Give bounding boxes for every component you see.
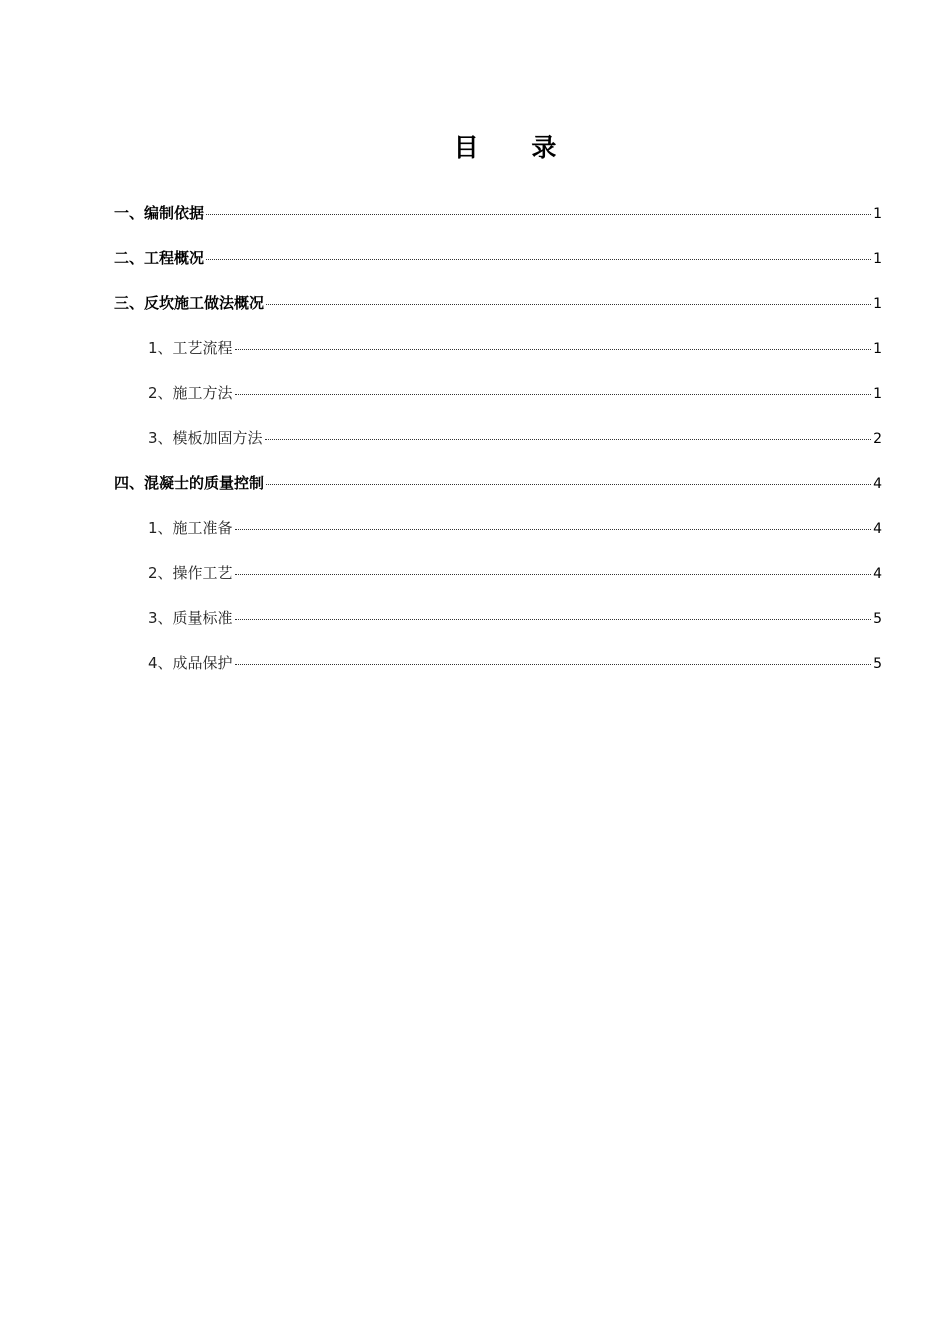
toc-entry-label: 2、操作工艺	[148, 564, 233, 582]
toc-entry-3-1[interactable]	[114, 334, 882, 379]
toc-entry-label: 2、施工方法	[148, 384, 233, 402]
toc-list	[114, 199, 882, 694]
toc-entry-4[interactable]	[114, 469, 882, 514]
toc-page-number: 1	[873, 386, 882, 402]
toc-entry-4-2[interactable]	[114, 559, 882, 604]
toc-entry-label: 一、编制依据	[114, 204, 205, 222]
toc-page-number: 2	[873, 431, 882, 447]
toc-entry-label: 四、混凝士的质量控制	[114, 474, 265, 492]
toc-dot-leader	[235, 573, 872, 575]
toc-entry-label: 4、成品保护	[148, 654, 233, 672]
toc-page-number: 1	[873, 341, 882, 357]
toc-entry-3-3[interactable]	[114, 424, 882, 469]
toc-entry-label: 二、工程概况	[114, 249, 205, 267]
toc-title: 目 录	[453, 133, 579, 162]
toc-entry-label: 3、质量标准	[148, 609, 233, 627]
toc-dot-leader	[266, 483, 871, 485]
toc-entry-2[interactable]	[114, 244, 882, 289]
toc-entry-4-3[interactable]	[114, 604, 882, 649]
toc-page-number: 1	[873, 251, 882, 267]
toc-entry-3-2[interactable]	[114, 379, 882, 424]
toc-dot-leader	[235, 528, 872, 530]
toc-dot-leader	[235, 348, 872, 350]
toc-dot-leader	[235, 663, 872, 665]
toc-dot-leader	[235, 618, 872, 620]
toc-entry-1[interactable]	[114, 199, 882, 244]
toc-entry-4-4[interactable]	[114, 649, 882, 694]
toc-page-number: 5	[873, 611, 882, 627]
toc-dot-leader	[265, 438, 872, 440]
toc-entry-label: 1、工艺流程	[148, 339, 233, 357]
toc-entry-label: 3、模板加固方法	[148, 429, 263, 447]
toc-dot-leader	[206, 213, 871, 215]
toc-dot-leader	[206, 258, 871, 260]
toc-dot-leader	[235, 393, 872, 395]
toc-page-number: 5	[873, 656, 882, 672]
toc-page-number: 4	[873, 566, 882, 582]
toc-entry-3[interactable]	[114, 289, 882, 334]
toc-entry-label: 1、施工准备	[148, 519, 233, 537]
toc-entry-label: 三、反坎施工做法概况	[114, 294, 265, 312]
toc-entry-4-1[interactable]	[114, 514, 882, 559]
toc-page-number: 1	[873, 206, 882, 222]
toc-dot-leader	[266, 303, 871, 305]
toc-page-number: 4	[873, 476, 882, 492]
toc-page-number: 1	[873, 296, 882, 312]
toc-page-number: 4	[873, 521, 882, 537]
